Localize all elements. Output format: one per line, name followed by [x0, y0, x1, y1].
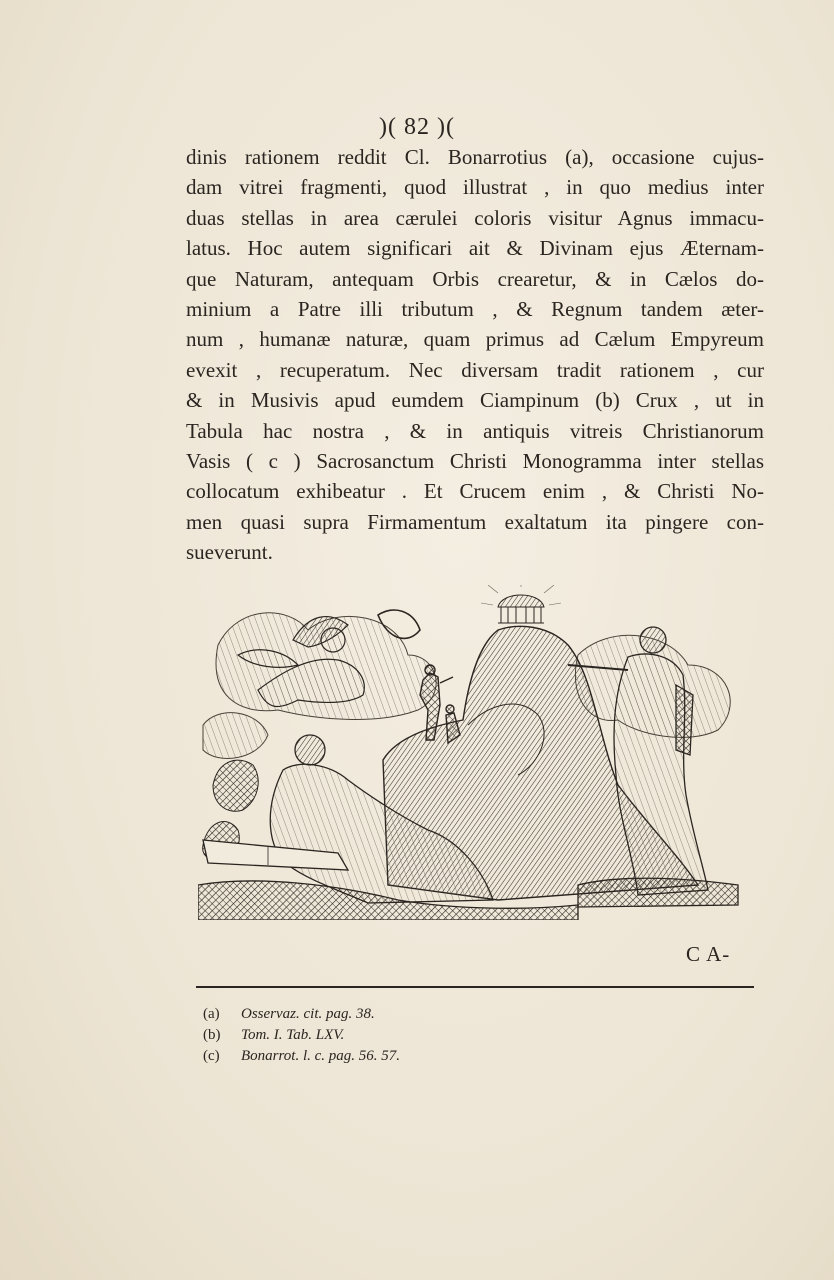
- text-line: Tabula hac nostra , & in antiquis vitreis Christianorum: [186, 418, 764, 443]
- text-line: collocatum exhibeatur . Et Crucem enim , & Christi No-: [186, 479, 764, 504]
- text-line: & in Musivis apud eumdem Ciampinum (b) Crux , ut in: [186, 388, 764, 413]
- text-line: dinis rationem reddit Cl. Bonarrotius (a), occasione cujus-: [186, 145, 764, 169]
- text-line: duas stellas in area cærulei coloris visitur Agnus immacu-: [186, 205, 764, 230]
- text-line: men quasi supra Firmamentum exaltatum ita pingere con-: [186, 509, 764, 534]
- text-line: sueverunt.: [186, 540, 273, 565]
- footnote: [203, 1004, 703, 1025]
- footnote: [203, 1046, 703, 1067]
- footnotes: [203, 1004, 703, 1067]
- text-line: num , humanæ naturæ, quam primus ad Cælum Empyreum: [186, 327, 764, 352]
- footnote: [203, 1025, 703, 1046]
- temple-icon: [481, 585, 561, 623]
- catchword: C A-: [686, 942, 731, 966]
- text-line: minium a Patre illi tributum , & Regnum tandem æter-: [186, 296, 764, 321]
- footnote-mark: (c): [203, 1048, 220, 1064]
- footnote-rule: [196, 986, 754, 988]
- footnote-text: Tom. I. Tab. LXV.: [241, 1027, 345, 1043]
- engraved-vignette: [198, 585, 744, 920]
- footnote-mark: (a): [203, 1006, 220, 1022]
- text-line: latus. Hoc autem significari ait & Divinam ejus Æternam-: [186, 236, 764, 261]
- text-line: Vasis ( c ) Sacrosanctum Christi Monogramma inter stellas: [186, 448, 764, 473]
- text-line: que Naturam, antequam Orbis crearetur, & in Cælos do-: [186, 266, 764, 291]
- page-number: )( 82 )(: [379, 114, 455, 140]
- text-line: evexit , recuperatum. Nec diversam tradit rationem , cur: [186, 357, 764, 382]
- text-line: dam vitrei fragmenti, quod illustrat , in quo medius inter: [186, 175, 764, 200]
- footnote-text: Osservaz. cit. pag. 38.: [241, 1006, 375, 1022]
- body-text: [186, 142, 764, 567]
- footnote-text: Bonarrot. l. c. pag. 56. 57.: [241, 1048, 401, 1064]
- footnote-mark: (b): [203, 1027, 221, 1043]
